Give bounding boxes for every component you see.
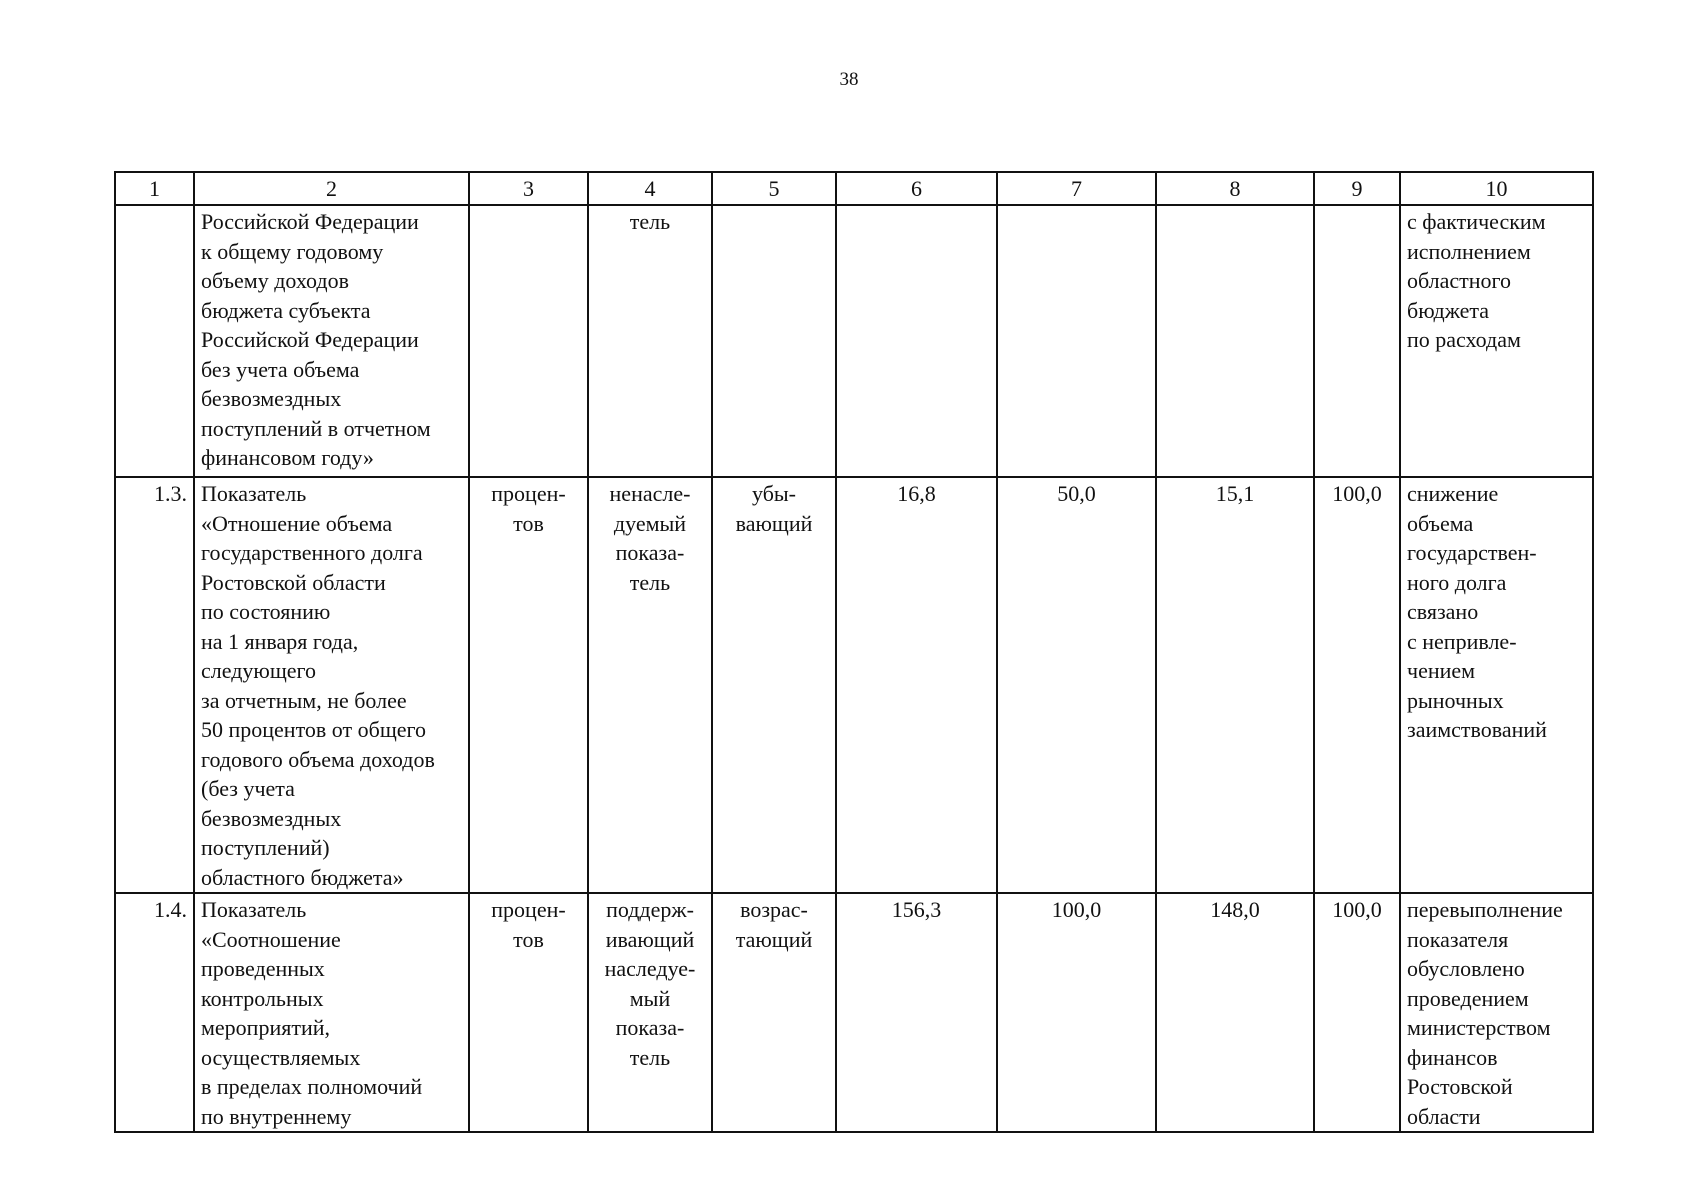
- header-cell-3: 3: [469, 172, 588, 205]
- unit-cell: процен- тов: [469, 893, 588, 1132]
- header-cell-4: 4: [588, 172, 712, 205]
- value-col-6: 156,3: [836, 893, 997, 1132]
- indicator-name: Российской Федерации к общему годовому объему доходов бюджета субъекта Российской Федерации без учета объема безвозмездных поступлений в отчетном финансовом году»: [194, 205, 469, 477]
- table-header: [115, 172, 1593, 205]
- value-col-7: 100,0: [997, 893, 1156, 1132]
- trend-cell: [712, 205, 836, 477]
- value-col-6: [836, 205, 997, 477]
- comment-cell: с фактическим исполнением областного бюджета по расходам: [1400, 205, 1593, 477]
- row-number: 1.4.: [115, 893, 194, 1132]
- indicator-type: поддерж- ивающий наследуе- мый показа- тель: [588, 893, 712, 1132]
- unit-cell: [469, 205, 588, 477]
- value-col-7: 50,0: [997, 477, 1156, 893]
- comment-cell: снижение объема государствен- ного долга связано с непривле- чением рыночных заимствований: [1400, 477, 1593, 893]
- table-row: [115, 205, 1593, 477]
- comment-cell: перевыполнение показателя обусловлено проведением министерством финансов Ростовской области: [1400, 893, 1593, 1132]
- header-cell-1: 1: [115, 172, 194, 205]
- header-cell-5: 5: [712, 172, 836, 205]
- indicator-name: Показатель «Соотношение проведенных контрольных мероприятий, осуществляемых в пределах полномочий по внутреннему: [194, 893, 469, 1132]
- header-cell-2: 2: [194, 172, 469, 205]
- indicators-table: [114, 171, 1594, 1133]
- value-col-9: 100,0: [1314, 893, 1400, 1132]
- value-col-9: 100,0: [1314, 477, 1400, 893]
- row-number: 1.3.: [115, 477, 194, 893]
- table-row: [115, 477, 1593, 893]
- header-row: [115, 172, 1593, 205]
- value-col-7: [997, 205, 1156, 477]
- header-cell-7: 7: [997, 172, 1156, 205]
- header-cell-8: 8: [1156, 172, 1314, 205]
- indicator-name: Показатель «Отношение объема государственного долга Ростовской области по состоянию на 1 января года, следующего за отчетным, не более 50 процентов от общего годового объема доходов (без учета безвозмездных поступлений) областного бюджета»: [194, 477, 469, 893]
- table-body: [115, 205, 1593, 1132]
- header-cell-9: 9: [1314, 172, 1400, 205]
- value-col-9: [1314, 205, 1400, 477]
- indicator-type: ненасле- дуемый показа- тель: [588, 477, 712, 893]
- value-col-8: 15,1: [1156, 477, 1314, 893]
- trend-cell: возрас- тающий: [712, 893, 836, 1132]
- indicator-type: тель: [588, 205, 712, 477]
- table-row: [115, 893, 1593, 1132]
- header-cell-6: 6: [836, 172, 997, 205]
- value-col-8: 148,0: [1156, 893, 1314, 1132]
- page-number: 38: [839, 69, 859, 90]
- value-col-8: [1156, 205, 1314, 477]
- value-col-6: 16,8: [836, 477, 997, 893]
- header-cell-10: 10: [1400, 172, 1593, 205]
- unit-cell: процен- тов: [469, 477, 588, 893]
- trend-cell: убы- вающий: [712, 477, 836, 893]
- row-number: [115, 205, 194, 477]
